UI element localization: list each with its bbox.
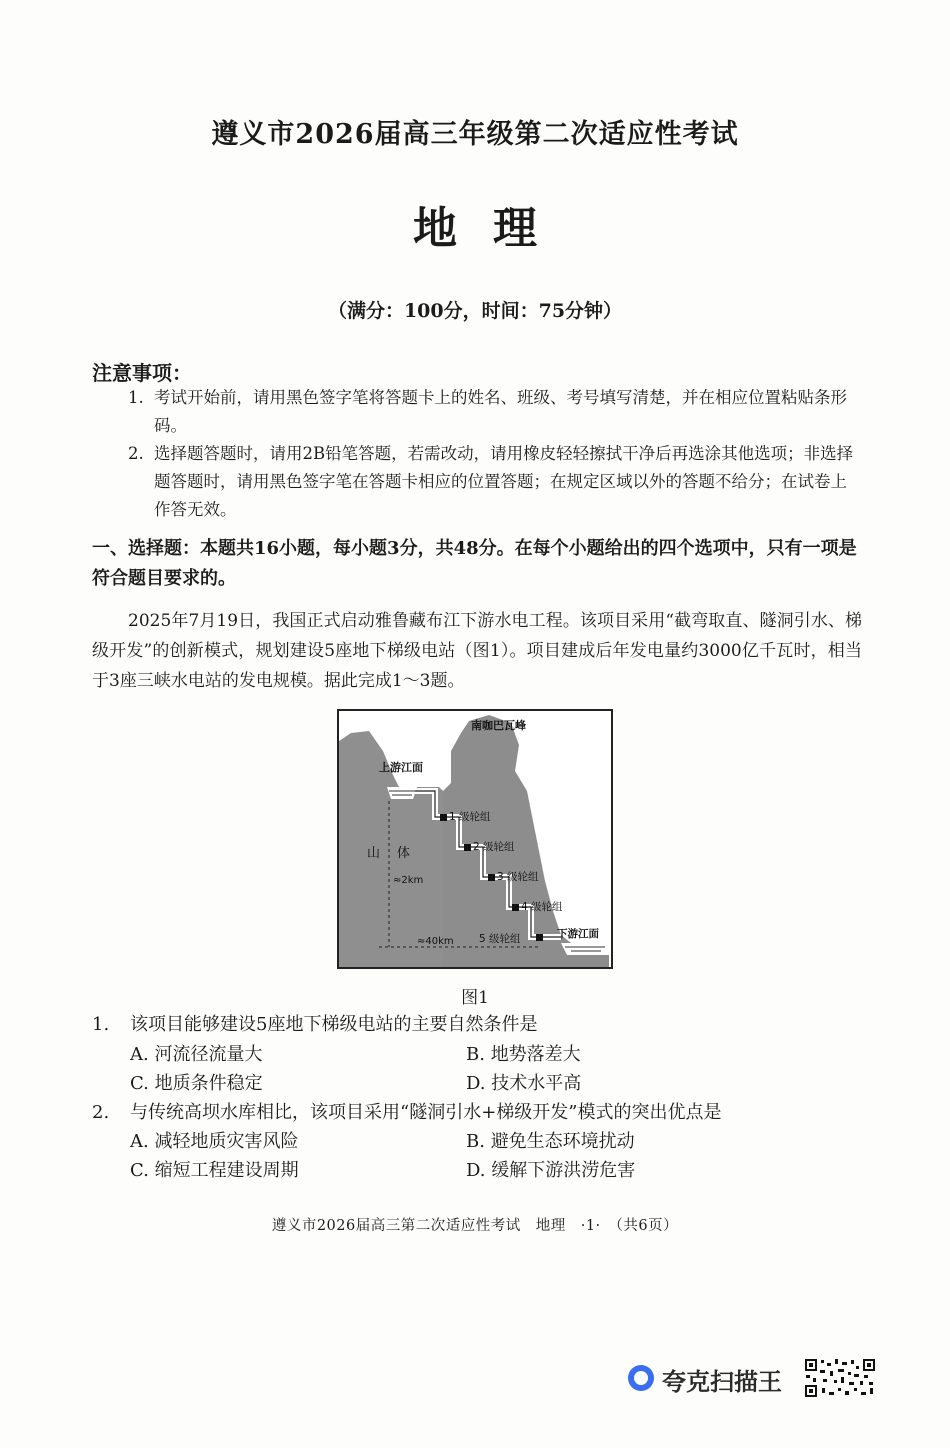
option-letter: D. <box>466 1160 486 1181</box>
option-letter: B. <box>466 1044 485 1065</box>
question-number: 1. <box>92 1014 110 1035</box>
height-label: ≈2km <box>393 875 424 886</box>
downstream-label: 下游江面 <box>557 928 599 940</box>
option-c[interactable] <box>130 1156 299 1182</box>
notice-item <box>128 440 863 524</box>
diagram-svg <box>339 711 611 967</box>
option-text: 缩短工程建设周期 <box>154 1160 299 1181</box>
option-letter: C. <box>130 1073 149 1094</box>
turbine-label-1: 1 级轮组 <box>449 811 491 823</box>
option-d[interactable] <box>466 1069 581 1095</box>
subject-title: 地理 <box>413 203 573 254</box>
reading-passage: 2025年7月19日，我国正式启动雅鲁藏布江下游水电工程。该项目采用“截弯取直、隧洞引水、梯级开发”的创新模式，规划建设5座地下梯级电站（图1）。项目建成后年发电量约3000亿千瓦时，相当于3座三峡水电站的发电规模。据此完成1～3题。 <box>92 611 862 691</box>
turbine-label-2: 2 级轮组 <box>473 841 515 853</box>
notice-item-number: 1. <box>128 388 144 407</box>
notice-item-text: 考试开始前，请用黑色签字笔将答题卡上的姓名、班级、考号填写清楚，并在相应位置粘贴条形码。 <box>154 388 847 435</box>
qr-code-icon <box>804 1358 876 1398</box>
notice-item <box>128 384 863 440</box>
score-time-line: （满分：100分，时间：75分钟） <box>327 300 623 322</box>
option-text: 避免生态环境扰动 <box>490 1131 635 1152</box>
option-b[interactable] <box>466 1040 581 1066</box>
turbine-unit-2 <box>464 844 471 851</box>
turbine-label-3: 3 级轮组 <box>497 871 539 883</box>
option-text: 河流径流量大 <box>154 1044 263 1065</box>
option-a[interactable] <box>130 1127 298 1153</box>
section-heading: 一、选择题：本题共16小题，每小题3分，共48分。在每个小题给出的四个选项中，只有一项是符合题目要求的。 <box>92 538 857 589</box>
notice-item-number: 2. <box>128 444 144 463</box>
mountain-label-right: 体 <box>397 846 411 861</box>
turbine-label-5: 5 级轮组 <box>479 933 521 945</box>
length-label: ≈40km <box>417 936 454 947</box>
option-letter: C. <box>130 1160 149 1181</box>
question-stem: 该项目能够建设5座地下梯级电站的主要自然条件是 <box>130 1014 538 1035</box>
option-b[interactable] <box>466 1127 635 1153</box>
option-text: 地质条件稳定 <box>154 1073 263 1094</box>
turbine-label-4: 4 级轮组 <box>521 901 563 913</box>
option-text: 减轻地质灾害风险 <box>154 1131 299 1152</box>
upstream-label: 上游江面 <box>379 761 423 774</box>
option-d[interactable] <box>466 1156 635 1182</box>
question-stem: 与传统高坝水库相比，该项目采用“隧洞引水+梯级开发”模式的突出优点是 <box>130 1102 722 1123</box>
turbine-unit-1 <box>440 814 447 821</box>
option-text: 技术水平高 <box>491 1073 582 1094</box>
page-footer: 遵义市2026届高三第二次适应性考试 地理 ·1· （共6页） <box>271 1218 679 1234</box>
option-letter: D. <box>466 1073 486 1094</box>
scanner-watermark-text: 夸克扫描王 <box>662 1368 782 1396</box>
figure-caption: 图1 <box>461 988 489 1008</box>
upstream-water <box>387 787 417 799</box>
option-text: 缓解下游洪涝危害 <box>491 1160 636 1181</box>
question-number: 2. <box>92 1102 110 1123</box>
scanner-logo-icon <box>628 1365 654 1391</box>
scanner-watermark <box>628 1360 878 1396</box>
downstream-water <box>561 943 611 955</box>
notice-item-text: 选择题答题时，请用2B铅笔答题，若需改动，请用橡皮轻轻擦拭干净后再选涂其他选项；非选择题答题时，请用黑色签字笔在答题卡相应的位置答题；在规定区域以外的答题不给分；在试卷上作答无效。 <box>154 444 854 519</box>
turbine-unit-4 <box>512 904 519 911</box>
exam-title: 遵义市2026届高三年级第二次适应性考试 <box>211 119 739 150</box>
option-letter: A. <box>130 1044 149 1065</box>
mountain-label-left: 山 <box>367 846 381 861</box>
option-letter: B. <box>466 1131 485 1152</box>
notice-heading: 注意事项： <box>92 361 192 385</box>
figure-hydropower-diagram <box>337 709 613 969</box>
option-letter: A. <box>130 1131 149 1152</box>
option-text: 地势落差大 <box>490 1044 581 1065</box>
turbine-unit-5 <box>536 934 543 941</box>
peak-label: 南咖巴瓦峰 <box>471 719 526 732</box>
option-a[interactable] <box>130 1040 262 1066</box>
option-c[interactable] <box>130 1069 263 1095</box>
turbine-unit-3 <box>488 874 495 881</box>
